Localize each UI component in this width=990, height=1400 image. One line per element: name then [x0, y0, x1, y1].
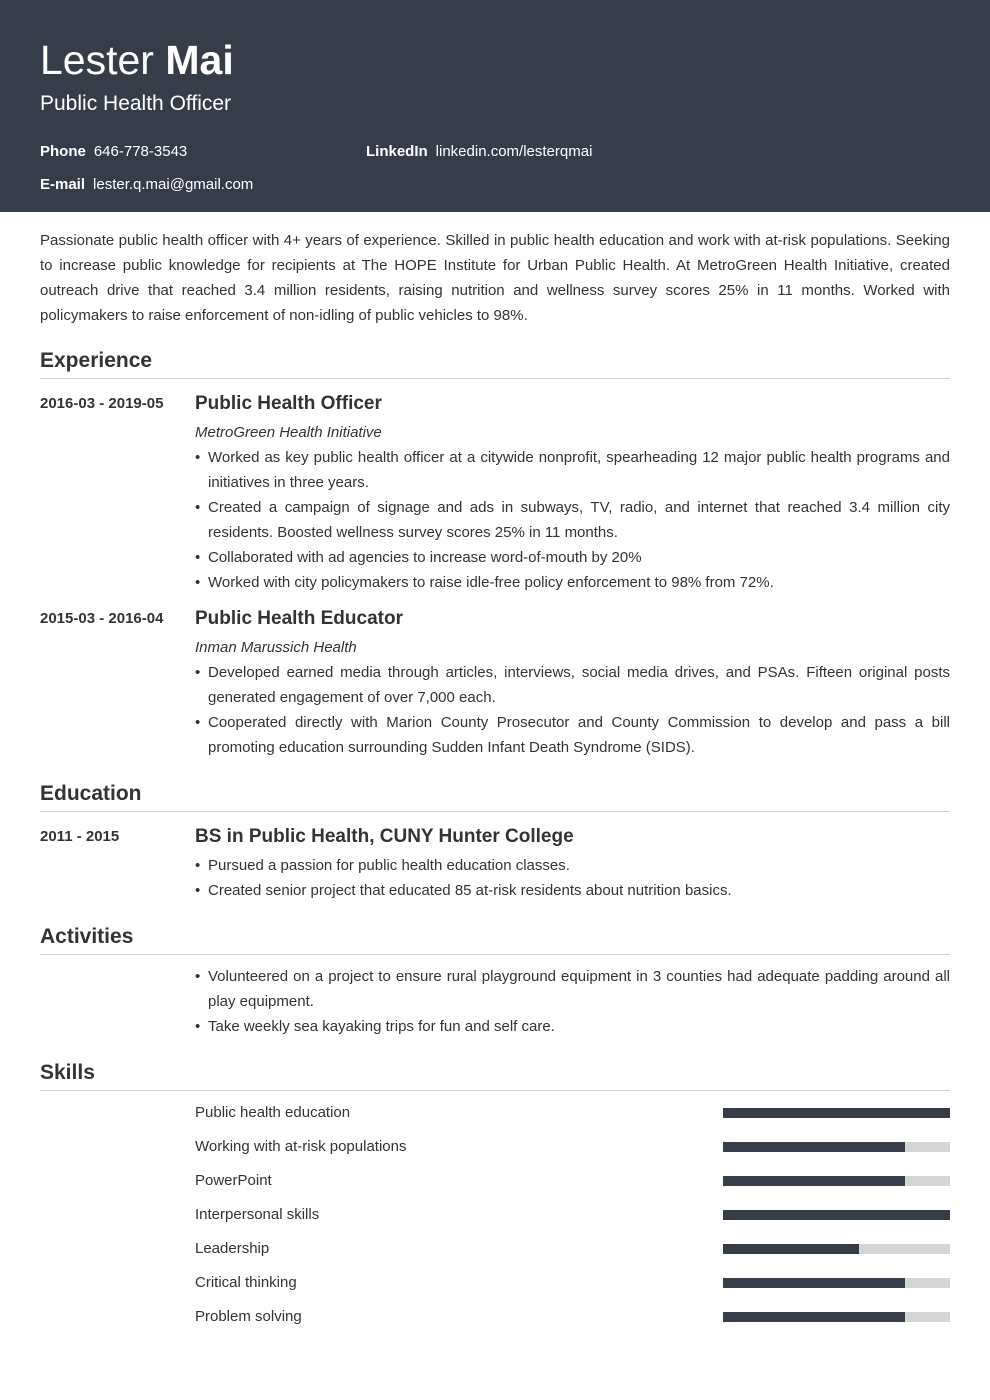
job-dates: 2015-03 - 2016-04: [40, 610, 164, 627]
contact-linkedin: [366, 143, 592, 161]
job-bullets: [195, 445, 950, 595]
list-item: • Collaborated with ad agencies to increase word-of-mouth by 20%: [195, 545, 950, 570]
list-item: • Cooperated directly with Marion County Prosecutor and County Commission to develop and pass a bill promoting education surrounding Sudden Infant Death Syndrome (SIDS).: [195, 710, 950, 760]
last-name: Mai: [165, 37, 234, 83]
activities-bullets: [195, 964, 950, 1039]
skill-level-fill: [723, 1176, 905, 1186]
email-value[interactable]: lester.q.mai@gmail.com: [93, 176, 254, 193]
contact-phone: [40, 143, 187, 161]
skill-level-bar: [723, 1312, 950, 1322]
job-title: Public Health Officer: [195, 393, 382, 414]
job-dates: 2016-03 - 2019-05: [40, 395, 164, 412]
list-item: • Developed earned media through articles, interviews, social media drives, and PSAs. Fifteen original posts generated engagement of over 7,000 each.: [195, 660, 950, 710]
skill-name: Interpersonal skills: [195, 1206, 320, 1223]
skill-level-fill: [723, 1108, 950, 1118]
education-degree: BS in Public Health, CUNY Hunter College: [195, 826, 574, 847]
list-item: • Worked as key public health officer at a citywide nonprofit, spearheading 12 major public health programs and initiatives in three years.: [195, 445, 950, 495]
contact-email: [40, 176, 253, 194]
skill-level-bar: [723, 1108, 950, 1118]
skill-level-bar: [723, 1244, 950, 1254]
first-name: Lester: [40, 37, 154, 83]
section-heading-skills: Skills: [40, 1060, 950, 1091]
job-company: Inman Marussich Health: [195, 639, 357, 656]
list-item: • Take weekly sea kayaking trips for fun and self care.: [195, 1014, 950, 1039]
phone-label: Phone: [40, 143, 86, 160]
skill-level-fill: [723, 1278, 905, 1288]
list-item: • Volunteered on a project to ensure rural playground equipment in 3 counties had adequate padding around all play equipment.: [195, 964, 950, 1014]
education-dates: 2011 - 2015: [40, 828, 120, 845]
section-heading-education: Education: [40, 781, 950, 812]
job-company: MetroGreen Health Initiative: [195, 424, 382, 441]
skill-name: Public health education: [195, 1104, 351, 1121]
candidate-name: [40, 36, 234, 84]
linkedin-label: LinkedIn: [366, 143, 428, 160]
education-bullets: [195, 853, 950, 903]
skill-level-bar: [723, 1176, 950, 1186]
skill-level-fill: [723, 1210, 950, 1220]
list-item: • Created a campaign of signage and ads in subways, TV, radio, and internet that reached 3.4 million city residents. Boosted wellness survey scores 25% in 11 months.: [195, 495, 950, 545]
job-title: Public Health Educator: [195, 608, 403, 629]
section-heading-experience: Experience: [40, 348, 950, 379]
skill-name: Leadership: [195, 1240, 270, 1257]
phone-value: 646-778-3543: [93, 143, 188, 160]
skill-level-bar: [723, 1210, 950, 1220]
skill-level-fill: [723, 1244, 859, 1254]
skill-level-bar: [723, 1278, 950, 1288]
email-label: E-mail: [40, 176, 86, 193]
skill-name: Problem solving: [195, 1308, 302, 1325]
skill-name: Critical thinking: [195, 1274, 297, 1291]
profile-summary: Passionate public health officer with 4+ years of experience. Skilled in public health education and work with at-risk populations. Seeking to increase public knowledge for recipients at The HOPE Institute for Urban Public Health. At MetroGreen Health Initiative, created outreach drive that reached 3.4 million residents, raising nutrition and wellness survey scores 25% in 11 months. Worked with policymakers to raise enforcement of non-idling of public vehicles to 98%.: [40, 232, 950, 324]
skill-name: Working with at-risk populations: [195, 1138, 407, 1155]
candidate-title: Public Health Officer: [40, 92, 232, 115]
resume-header: [0, 0, 990, 212]
skill-level-fill: [723, 1312, 905, 1322]
skill-level-bar: [723, 1142, 950, 1152]
skill-level-fill: [723, 1142, 905, 1152]
list-item: • Pursued a passion for public health education classes.: [195, 853, 950, 878]
skill-name: PowerPoint: [195, 1172, 272, 1189]
list-item: • Created senior project that educated 85 at-risk residents about nutrition basics.: [195, 878, 950, 903]
list-item: • Worked with city policymakers to raise idle-free policy enforcement to 98% from 72%.: [195, 570, 950, 595]
linkedin-value[interactable]: linkedin.com/lesterqmai: [435, 143, 593, 160]
section-heading-activities: Activities: [40, 924, 950, 955]
job-bullets: [195, 660, 950, 760]
